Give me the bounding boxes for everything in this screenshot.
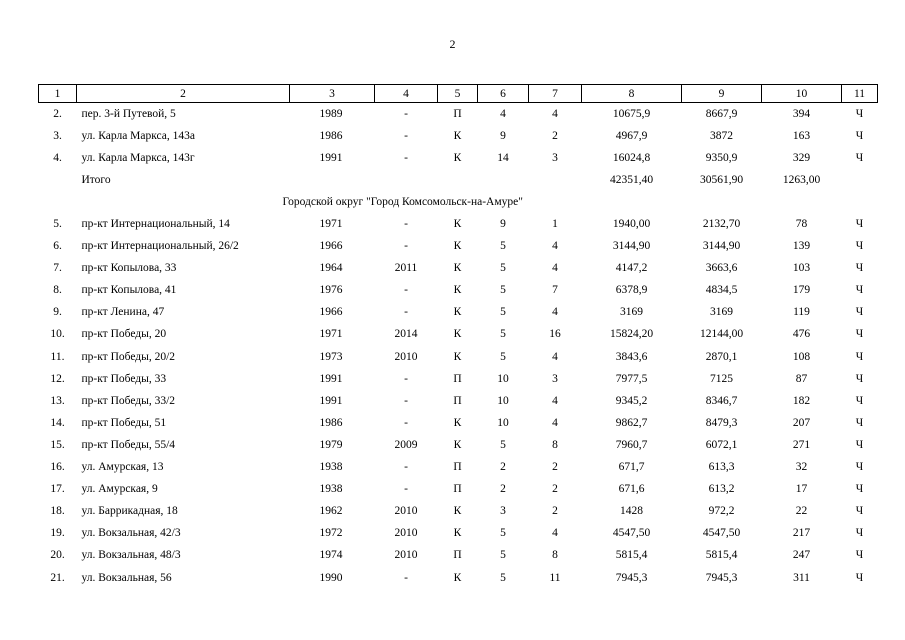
total-area-cell: 10675,9 <box>612 107 651 120</box>
floors-cell: 10 <box>497 394 509 407</box>
ownership-cell: Ч <box>855 262 864 275</box>
reconstruction-year-cell: - <box>404 372 408 385</box>
living-area-cell: 3663,6 <box>705 262 738 275</box>
table-row <box>39 478 878 500</box>
ownership-cell: Ч <box>855 306 864 319</box>
address-cell: пр-кт Победы, 20 <box>81 328 167 341</box>
table-row <box>39 257 878 279</box>
residents-cell: 247 <box>792 549 811 562</box>
header-cell: 3 <box>290 85 375 103</box>
header-cell: 11 <box>842 85 878 103</box>
table-row <box>39 235 878 257</box>
table-row <box>39 544 878 566</box>
living-area-cell: 3169 <box>710 306 733 319</box>
build-year-cell: 1972 <box>319 527 343 540</box>
living-area-cell: 613,3 <box>708 461 735 474</box>
living-area-cell: 8346,7 <box>705 394 738 407</box>
living-area-cell: 3872 <box>710 129 733 142</box>
total-area-cell: 7977,5 <box>615 372 648 385</box>
ownership-cell: Ч <box>855 549 864 562</box>
residents-cell: 78 <box>795 218 808 231</box>
row-number-cell: 9. <box>53 306 62 319</box>
total-area-cell: 3169 <box>620 306 643 319</box>
reconstruction-year-cell: 2010 <box>394 549 418 562</box>
residents-cell: 182 <box>792 394 811 407</box>
residents-cell: 394 <box>792 107 811 120</box>
total-area-9: 30561,90 <box>699 173 744 186</box>
floors-cell: 5 <box>500 328 506 341</box>
address-cell: пр-кт Копылова, 41 <box>81 284 177 297</box>
floors-cell: 14 <box>497 151 509 164</box>
address-cell: пр-кт Интернациональный, 14 <box>81 218 230 231</box>
build-year-cell: 1991 <box>319 372 343 385</box>
residents-cell: 217 <box>792 527 811 540</box>
floors-cell: 9 <box>500 218 506 231</box>
wall-material-cell: К <box>453 527 462 540</box>
floors-cell: 3 <box>500 505 506 518</box>
entrances-cell: 4 <box>552 240 558 253</box>
entrances-cell: 4 <box>552 416 558 429</box>
wall-material-cell: П <box>453 549 462 562</box>
header-cell: 1 <box>39 85 77 103</box>
ownership-cell: Ч <box>855 350 864 363</box>
living-area-cell: 972,2 <box>708 505 735 518</box>
reconstruction-year-cell: - <box>404 306 408 319</box>
wall-material-cell: К <box>453 284 462 297</box>
entrances-cell: 4 <box>552 527 558 540</box>
build-year-cell: 1979 <box>319 438 343 451</box>
entrances-cell: 2 <box>552 461 558 474</box>
row-number-cell: 2. <box>53 107 62 120</box>
address-cell: ул. Карла Маркса, 143г <box>81 151 195 164</box>
entrances-cell: 2 <box>552 483 558 496</box>
living-area-cell: 4834,5 <box>705 284 738 297</box>
header-cell: 4 <box>375 85 438 103</box>
build-year-cell: 1974 <box>319 549 343 562</box>
entrances-cell: 7 <box>552 284 558 297</box>
table-row <box>39 125 878 147</box>
living-area-cell: 4547,50 <box>702 527 741 540</box>
address-cell: пр-кт Интернациональный, 26/2 <box>81 240 239 253</box>
residents-cell: 139 <box>792 240 811 253</box>
table-row <box>39 213 878 235</box>
ownership-cell: Ч <box>855 571 864 584</box>
table-row <box>39 500 878 522</box>
row-number-cell: 20. <box>50 549 65 562</box>
row-number-cell: 12. <box>50 372 65 385</box>
total-area-cell: 4147,2 <box>615 262 648 275</box>
residents-cell: 32 <box>795 461 808 474</box>
reconstruction-year-cell: 2010 <box>394 527 418 540</box>
wall-material-cell: К <box>453 505 462 518</box>
total-area-cell: 15824,20 <box>609 328 654 341</box>
residents-cell: 271 <box>792 438 811 451</box>
ownership-cell: Ч <box>855 372 864 385</box>
total-row <box>39 169 878 191</box>
reconstruction-year-cell: - <box>404 218 408 231</box>
row-number-cell: 21. <box>50 571 65 584</box>
reconstruction-year-cell: - <box>404 483 408 496</box>
residents-cell: 207 <box>792 416 811 429</box>
living-area-cell: 8479,3 <box>705 416 738 429</box>
header-cell: 5 <box>438 85 478 103</box>
total-area-cell: 3843,6 <box>615 350 648 363</box>
floors-cell: 5 <box>500 262 506 275</box>
build-year-cell: 1966 <box>319 306 343 319</box>
table-row <box>39 434 878 456</box>
floors-cell: 2 <box>500 461 506 474</box>
entrances-cell: 2 <box>552 505 558 518</box>
floors-cell: 5 <box>500 438 506 451</box>
residents-cell: 103 <box>792 262 811 275</box>
address-cell: ул. Амурская, 9 <box>81 483 158 496</box>
total-area-cell: 1428 <box>620 505 643 518</box>
living-area-cell: 5815,4 <box>705 549 738 562</box>
build-year-cell: 1971 <box>319 328 343 341</box>
residents-cell: 22 <box>795 505 808 518</box>
build-year-cell: 1989 <box>319 107 343 120</box>
total-area-cell: 1940,00 <box>612 218 651 231</box>
address-cell: пр-кт Победы, 51 <box>81 416 167 429</box>
build-year-cell: 1991 <box>319 151 343 164</box>
total-area-cell: 4967,9 <box>615 129 648 142</box>
address-cell: пр-кт Ленина, 47 <box>81 306 165 319</box>
total-area-cell: 4547,50 <box>612 527 651 540</box>
reconstruction-year-cell: - <box>404 129 408 142</box>
entrances-cell: 2 <box>552 129 558 142</box>
row-number-cell: 15. <box>50 438 65 451</box>
living-area-cell: 7945,3 <box>705 571 738 584</box>
row-number-cell: 14. <box>50 416 65 429</box>
reconstruction-year-cell: - <box>404 107 408 120</box>
floors-cell: 10 <box>497 372 509 385</box>
reconstruction-year-cell: 2010 <box>394 505 418 518</box>
build-year-cell: 1938 <box>319 461 343 474</box>
table-row <box>39 522 878 544</box>
entrances-cell: 3 <box>552 372 558 385</box>
table-row <box>39 323 878 345</box>
total-area-cell: 16024,8 <box>612 151 651 164</box>
wall-material-cell: К <box>453 151 462 164</box>
entrances-cell: 8 <box>552 438 558 451</box>
floors-cell: 5 <box>500 240 506 253</box>
entrances-cell: 4 <box>552 262 558 275</box>
wall-material-cell: П <box>453 461 462 474</box>
wall-material-cell: К <box>453 438 462 451</box>
header-cell: 8 <box>582 85 682 103</box>
ownership-cell: Ч <box>855 284 864 297</box>
page-number: 2 <box>449 37 456 51</box>
row-number-cell: 18. <box>50 505 65 518</box>
table-row <box>39 103 878 125</box>
floors-cell: 2 <box>500 483 506 496</box>
wall-material-cell: К <box>453 306 462 319</box>
residents-cell: 476 <box>792 328 811 341</box>
entrances-cell: 3 <box>552 151 558 164</box>
reconstruction-year-cell: - <box>404 240 408 253</box>
row-number-cell: 13. <box>50 394 65 407</box>
reconstruction-year-cell: 2014 <box>394 328 418 341</box>
address-cell: пр-кт Победы, 33/2 <box>81 394 176 407</box>
entrances-cell: 4 <box>552 350 558 363</box>
wall-material-cell: К <box>453 218 462 231</box>
ownership-cell: Ч <box>855 483 864 496</box>
address-cell: ул. Амурская, 13 <box>81 461 164 474</box>
living-area-cell: 2132,70 <box>702 218 741 231</box>
build-year-cell: 1966 <box>319 240 343 253</box>
floors-cell: 5 <box>500 284 506 297</box>
living-area-cell: 3144,90 <box>702 240 741 253</box>
total-label: Итого <box>81 173 111 186</box>
total-area-cell: 3144,90 <box>612 240 651 253</box>
address-cell: пр-кт Победы, 33 <box>81 372 167 385</box>
reconstruction-year-cell: - <box>404 416 408 429</box>
build-year-cell: 1991 <box>319 394 343 407</box>
table-row <box>39 147 878 169</box>
living-area-cell: 9350,9 <box>705 151 738 164</box>
header-cell: 7 <box>529 85 582 103</box>
ownership-cell: Ч <box>855 527 864 540</box>
entrances-cell: 8 <box>552 549 558 562</box>
header-cell: 9 <box>682 85 762 103</box>
address-cell: пр-кт Копылова, 33 <box>81 262 177 275</box>
row-number-cell: 4. <box>53 151 62 164</box>
wall-material-cell: П <box>453 483 462 496</box>
row-number-cell: 5. <box>53 218 62 231</box>
ownership-cell: Ч <box>855 151 864 164</box>
reconstruction-year-cell: 2010 <box>394 350 418 363</box>
entrances-cell: 1 <box>552 218 558 231</box>
reconstruction-year-cell: 2011 <box>394 262 418 275</box>
residents-cell: 119 <box>793 306 810 319</box>
floors-cell: 5 <box>500 571 506 584</box>
row-number-cell: 6. <box>53 240 62 253</box>
address-cell: пер. 3-й Путевой, 5 <box>81 107 176 120</box>
build-year-cell: 1990 <box>319 571 343 584</box>
total-area-8: 42351,40 <box>609 173 654 186</box>
row-number-cell: 7. <box>53 262 62 275</box>
total-area-cell: 9862,7 <box>615 416 648 429</box>
table-body <box>39 103 878 589</box>
build-year-cell: 1938 <box>319 483 343 496</box>
entrances-cell: 16 <box>549 328 561 341</box>
entrances-cell: 11 <box>549 571 561 584</box>
table-row <box>39 390 878 412</box>
table-row <box>39 346 878 368</box>
residents-cell: 163 <box>792 129 811 142</box>
ownership-cell: Ч <box>855 505 864 518</box>
row-number-cell: 3. <box>53 129 62 142</box>
entrances-cell: 4 <box>552 107 558 120</box>
total-area-cell: 6378,9 <box>615 284 648 297</box>
header-cell: 10 <box>762 85 842 103</box>
wall-material-cell: К <box>453 129 462 142</box>
row-number-cell: 10. <box>50 328 65 341</box>
table-row <box>39 412 878 434</box>
total-area-cell: 9345,2 <box>615 394 648 407</box>
entrances-cell: 4 <box>552 306 558 319</box>
total-area-cell: 671,7 <box>618 461 645 474</box>
address-cell: пр-кт Победы, 20/2 <box>81 350 176 363</box>
row-number-cell: 17. <box>50 483 65 496</box>
housing-table <box>38 84 878 589</box>
table-row <box>39 301 878 323</box>
header-cell: 2 <box>77 85 290 103</box>
address-cell: ул. Вокзальная, 42/3 <box>81 527 181 540</box>
wall-material-cell: К <box>453 571 462 584</box>
ownership-cell: Ч <box>855 461 864 474</box>
reconstruction-year-cell: - <box>404 151 408 164</box>
residents-cell: 179 <box>792 284 811 297</box>
build-year-cell: 1976 <box>319 284 343 297</box>
total-area-cell: 7960,7 <box>615 438 648 451</box>
address-cell: ул. Вокзальная, 48/3 <box>81 549 181 562</box>
ownership-cell: Ч <box>855 328 864 341</box>
row-number-cell: 19. <box>50 527 65 540</box>
reconstruction-year-cell: 2009 <box>394 438 418 451</box>
build-year-cell: 1973 <box>319 350 343 363</box>
floors-cell: 5 <box>500 306 506 319</box>
row-number-cell: 16. <box>50 461 65 474</box>
ownership-cell: Ч <box>855 129 864 142</box>
section-row <box>39 191 878 213</box>
reconstruction-year-cell: - <box>404 461 408 474</box>
header-cell: 6 <box>478 85 529 103</box>
section-title: Городской округ "Город Комсомольск-на-Амуре" <box>282 195 523 208</box>
ownership-cell: Ч <box>855 416 864 429</box>
wall-material-cell: К <box>453 262 462 275</box>
address-cell: пр-кт Победы, 55/4 <box>81 438 176 451</box>
reconstruction-year-cell: - <box>404 394 408 407</box>
build-year-cell: 1971 <box>319 218 343 231</box>
build-year-cell: 1964 <box>319 262 343 275</box>
entrances-cell: 4 <box>552 394 558 407</box>
ownership-cell: Ч <box>855 240 864 253</box>
total-area-cell: 5815,4 <box>615 549 648 562</box>
wall-material-cell: К <box>453 328 462 341</box>
build-year-cell: 1962 <box>319 505 343 518</box>
residents-cell: 108 <box>792 350 811 363</box>
address-cell: ул. Баррикадная, 18 <box>81 505 178 518</box>
ownership-cell: Ч <box>855 394 864 407</box>
ownership-cell: Ч <box>855 438 864 451</box>
address-cell: ул. Карла Маркса, 143а <box>81 129 196 142</box>
row-number-cell: 8. <box>53 284 62 297</box>
header-row <box>39 85 878 103</box>
floors-cell: 5 <box>500 527 506 540</box>
residents-cell: 17 <box>795 483 808 496</box>
ownership-cell: Ч <box>855 218 864 231</box>
floors-cell: 4 <box>500 107 506 120</box>
living-area-cell: 8667,9 <box>705 107 738 120</box>
table-row <box>39 566 878 588</box>
living-area-cell: 7125 <box>710 372 733 385</box>
living-area-cell: 613,2 <box>708 483 735 496</box>
total-area-cell: 7945,3 <box>615 571 648 584</box>
build-year-cell: 1986 <box>319 129 343 142</box>
total-col-10: 1263,00 <box>782 173 821 186</box>
residents-cell: 87 <box>795 372 808 385</box>
living-area-cell: 6072,1 <box>705 438 738 451</box>
living-area-cell: 2870,1 <box>705 350 738 363</box>
floors-cell: 5 <box>500 350 506 363</box>
wall-material-cell: К <box>453 416 462 429</box>
total-area-cell: 671,6 <box>618 483 645 496</box>
residents-cell: 311 <box>793 571 810 584</box>
wall-material-cell: К <box>453 350 462 363</box>
wall-material-cell: К <box>453 240 462 253</box>
floors-cell: 5 <box>500 549 506 562</box>
wall-material-cell: П <box>453 372 462 385</box>
address-cell: ул. Вокзальная, 56 <box>81 571 172 584</box>
residents-cell: 329 <box>792 151 811 164</box>
reconstruction-year-cell: - <box>404 571 408 584</box>
floors-cell: 9 <box>500 129 506 142</box>
wall-material-cell: П <box>453 394 462 407</box>
table-row <box>39 456 878 478</box>
wall-material-cell: П <box>453 107 462 120</box>
table-row <box>39 279 878 301</box>
build-year-cell: 1986 <box>319 416 343 429</box>
floors-cell: 10 <box>497 416 509 429</box>
living-area-cell: 12144,00 <box>699 328 744 341</box>
ownership-cell: Ч <box>855 107 864 120</box>
table-row <box>39 368 878 390</box>
row-number-cell: 11. <box>50 350 65 363</box>
reconstruction-year-cell: - <box>404 284 408 297</box>
